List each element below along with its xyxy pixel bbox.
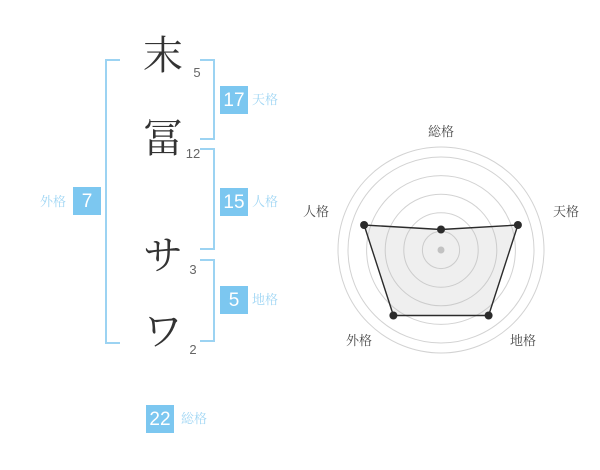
name-char-4: ワ xyxy=(143,310,183,354)
bracket-jinkaku xyxy=(200,148,215,250)
gaikaku-value-badge: 7 xyxy=(73,187,101,215)
radar-chart xyxy=(300,95,600,380)
radar-data-point xyxy=(514,221,522,229)
name-char-3: サ xyxy=(143,234,183,278)
radar-axis-label: 人格 xyxy=(302,204,329,219)
radar-axis-label: 総格 xyxy=(427,124,455,139)
radar-axis-label: 地格 xyxy=(509,333,537,348)
radar-axis-label: 外格 xyxy=(345,333,373,348)
radar-axis-label: 天格 xyxy=(553,204,580,219)
radar-data-point xyxy=(485,312,493,320)
name-char-2: 冨 xyxy=(143,117,183,161)
radar-data-point xyxy=(437,226,445,234)
chikaku-value-badge: 5 xyxy=(220,286,248,314)
jinkaku-value-badge: 15 xyxy=(220,188,248,216)
tenkaku-value-badge: 17 xyxy=(220,86,248,114)
stroke-count-3: 3 xyxy=(189,262,197,277)
stroke-count-4: 2 xyxy=(189,342,197,357)
gaikaku-label: 外格 xyxy=(39,194,66,209)
radar-svg xyxy=(300,95,600,380)
stroke-count-2: 12 xyxy=(185,146,201,161)
bracket-tenkaku xyxy=(200,59,215,140)
jinkaku-label: 人格 xyxy=(252,194,279,209)
tenkaku-label: 天格 xyxy=(252,92,279,107)
name-char-1: 末 xyxy=(143,34,183,78)
soukaku-label: 総格 xyxy=(181,411,208,426)
bracket-chikaku xyxy=(200,259,215,342)
radar-data-point xyxy=(360,221,368,229)
stroke-count-1: 5 xyxy=(193,65,201,80)
soukaku-value-badge: 22 xyxy=(146,405,174,433)
radar-data-point xyxy=(389,312,397,320)
bracket-gaikaku xyxy=(105,59,120,344)
chikaku-label: 地格 xyxy=(252,292,279,307)
radar-center-dot xyxy=(438,247,445,254)
